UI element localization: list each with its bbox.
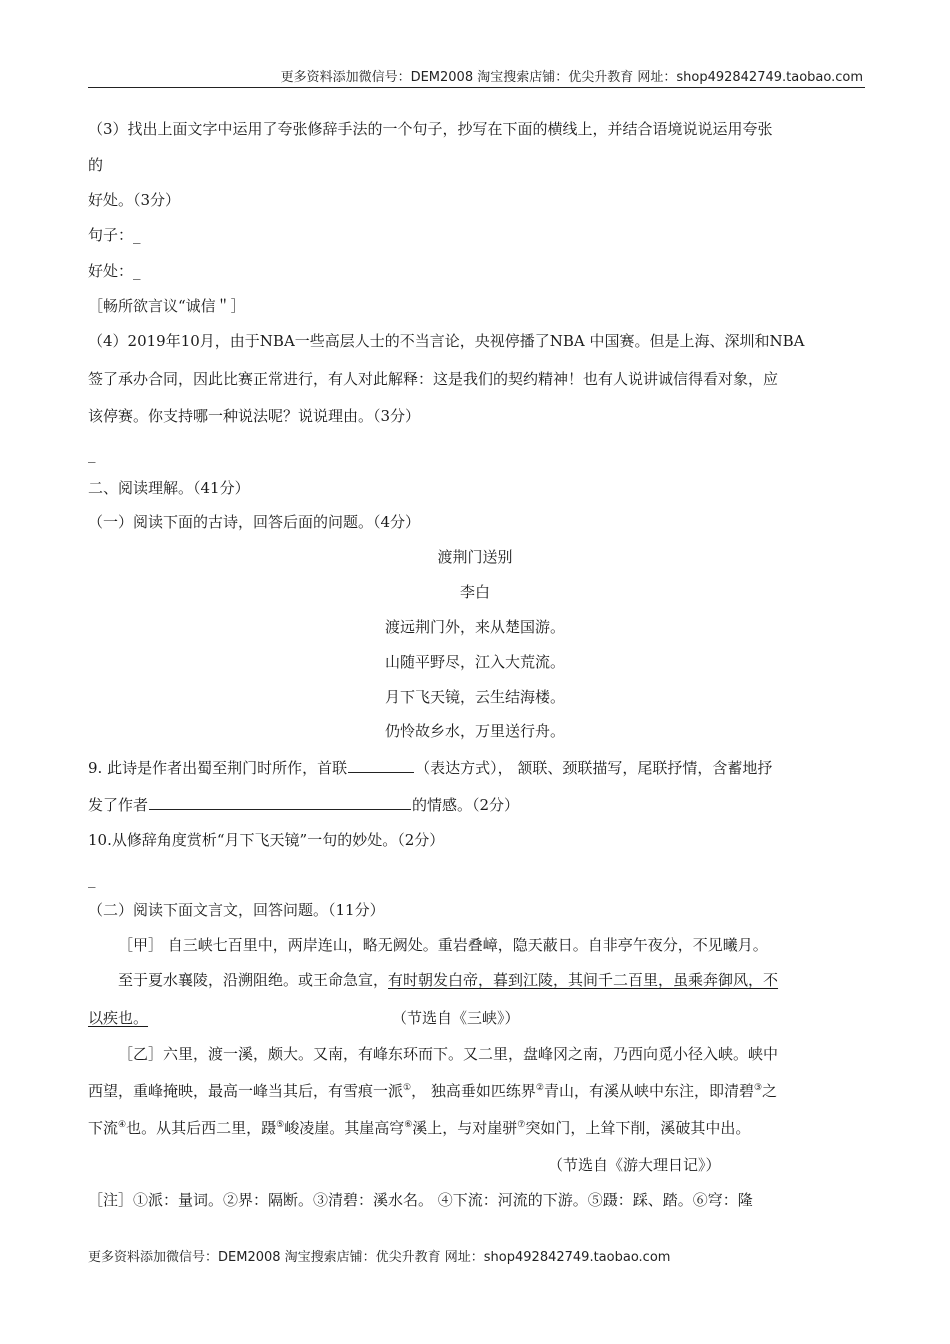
- q9-line1: [88, 757, 772, 778]
- note-ref-2: ②: [535, 1083, 544, 1093]
- page-footer: 更多资料添加微信号：DEM2008 淘宝搜索店铺：优尖升教育 网址：shop492842749.taobao.com: [88, 1250, 671, 1265]
- q9-line2: [88, 794, 519, 815]
- poem-intro: （一）阅读下面的古诗，回答后面的问题。（4分）: [88, 513, 421, 531]
- jia-line2: [118, 970, 778, 990]
- q3-line2: 的: [88, 156, 104, 174]
- note-ref-4: ④: [118, 1120, 127, 1130]
- q4-line1: （4）2019年10月，由于NBA一些高层人士的不当言论，央视停播了NBA 中国赛。但是上海、深圳和NBA: [88, 332, 805, 350]
- poem-line: 山随平野尽，江入大荒流。: [384, 653, 565, 671]
- q9-text-a: 9. 此诗是作者出蜀至荆门时所作，首联: [88, 759, 348, 777]
- yi-line3: [88, 1118, 750, 1138]
- yi-line2-b: ， 独高垂如匹练界: [411, 1082, 536, 1100]
- q4-answer[interactable]: _: [88, 445, 96, 463]
- jia-line3: [88, 1008, 148, 1028]
- q10-answer[interactable]: _: [88, 870, 96, 888]
- section-integrity-title: ［畅所欲言议“诚信＂］: [88, 297, 246, 315]
- note-ref-6: ⑥: [404, 1120, 413, 1130]
- yi-line3-d: 溪上，与对崖骈: [412, 1119, 518, 1137]
- note-ref-3: ③: [753, 1083, 763, 1093]
- jia-line2-plain: 至于夏水襄陵，沿溯阻绝。或王命急宣，: [118, 971, 389, 989]
- prose-intro: （二）阅读下面文言文，回答问题。（11分）: [88, 901, 385, 919]
- q3-sentence-answer[interactable]: 句子：_: [88, 226, 141, 244]
- poem-line: 月下飞天镜，云生结海楼。: [384, 688, 565, 706]
- jia-underlined-sentence: 有时朝发白帝，暮到江陵，其间千二百里，虽乘奔御风，不: [388, 971, 779, 989]
- note-ref-7: ⑦: [517, 1120, 526, 1130]
- yi-line3-a: 下流: [88, 1119, 119, 1137]
- part2-title: 二、阅读理解。（41分）: [88, 479, 250, 497]
- poem-author: 李白: [459, 583, 490, 601]
- yi-line2-d: 之: [762, 1082, 778, 1100]
- note-ref-5: ⑤: [276, 1120, 285, 1130]
- q9-text-b: （表达方式）， 颔联、颈联描写，尾联抒情，含蓄地抒: [415, 759, 773, 777]
- yi-line3-e: 突如门，上耸下削，溪破其中出。: [525, 1119, 751, 1137]
- jia-source: （节选自《三峡》）: [392, 1009, 520, 1027]
- poem-line: 仍怜故乡水，万里送行舟。: [384, 722, 565, 740]
- q9-blank-expression[interactable]: [348, 757, 414, 773]
- header-divider: [88, 87, 865, 88]
- yi-line3-c: 峻凌崖。其崖高穹: [284, 1119, 405, 1137]
- yi-line3-b: 也。从其后西二里，蹑: [126, 1119, 277, 1137]
- q3-line3: 好处。（3分）: [88, 191, 181, 209]
- q4-line2: 签了承办合同，因此比赛正常进行，有人对此解释：这是我们的契约精神！也有人说讲诚信得看对象，应: [88, 370, 779, 388]
- yi-line2: [88, 1081, 777, 1101]
- page-header: 更多资料添加微信号：DEM2008 淘宝搜索店铺：优尖升教育 网址：shop492842749.taobao.com: [280, 70, 863, 85]
- jia-underlined-sentence-end: 以疾也。: [88, 1009, 149, 1027]
- yi-line2-c: 青山，有溪从峡中东注，即清碧: [543, 1082, 754, 1100]
- q3-line1: （3）找出上面文字中运用了夸张修辞手法的一个句子，抄写在下面的横线上，并结合语境说说运用夸张: [88, 120, 773, 138]
- q9-text-d: 的情感。（2分）: [412, 796, 520, 814]
- q9-text-c: 发了作者: [88, 796, 149, 814]
- yi-line1: ［乙］六里，渡一溪，颇大。又南，有峰东环而下。又二里，盘峰冈之南，乃西向觅小径入峡。峡中: [118, 1045, 779, 1063]
- poem-title: 渡荆门送别: [437, 548, 513, 566]
- q10-text: 10.从修辞角度赏析“月下飞天镜”一句的妙处。（2分）: [88, 831, 445, 849]
- q3-benefit-answer[interactable]: 好处：_: [88, 262, 141, 280]
- jia-line1: ［甲］ 自三峡七百里中，两岸连山，略无阙处。重岩叠嶂，隐天蔽日。自非亭午夜分，不见曦月。: [118, 936, 768, 954]
- yi-source: （节选自《游大理日记》）: [548, 1156, 721, 1174]
- annotations: ［注］①派：量词。②界：隔断。③清碧：溪水名。 ④下流：河流的下游。⑤蹑：踩、踏。⑥穹：隆: [88, 1191, 753, 1209]
- q4-line3: 该停赛。你支持哪一种说法呢？说说理由。（3分）: [88, 407, 421, 425]
- yi-line2-a: 西望，重峰掩映，最高一峰当其后，有雪痕一派: [88, 1082, 404, 1100]
- poem-line: 渡远荆门外，来从楚国游。: [384, 618, 565, 636]
- q9-blank-emotion[interactable]: [149, 794, 411, 810]
- note-ref-1: ①: [403, 1083, 412, 1093]
